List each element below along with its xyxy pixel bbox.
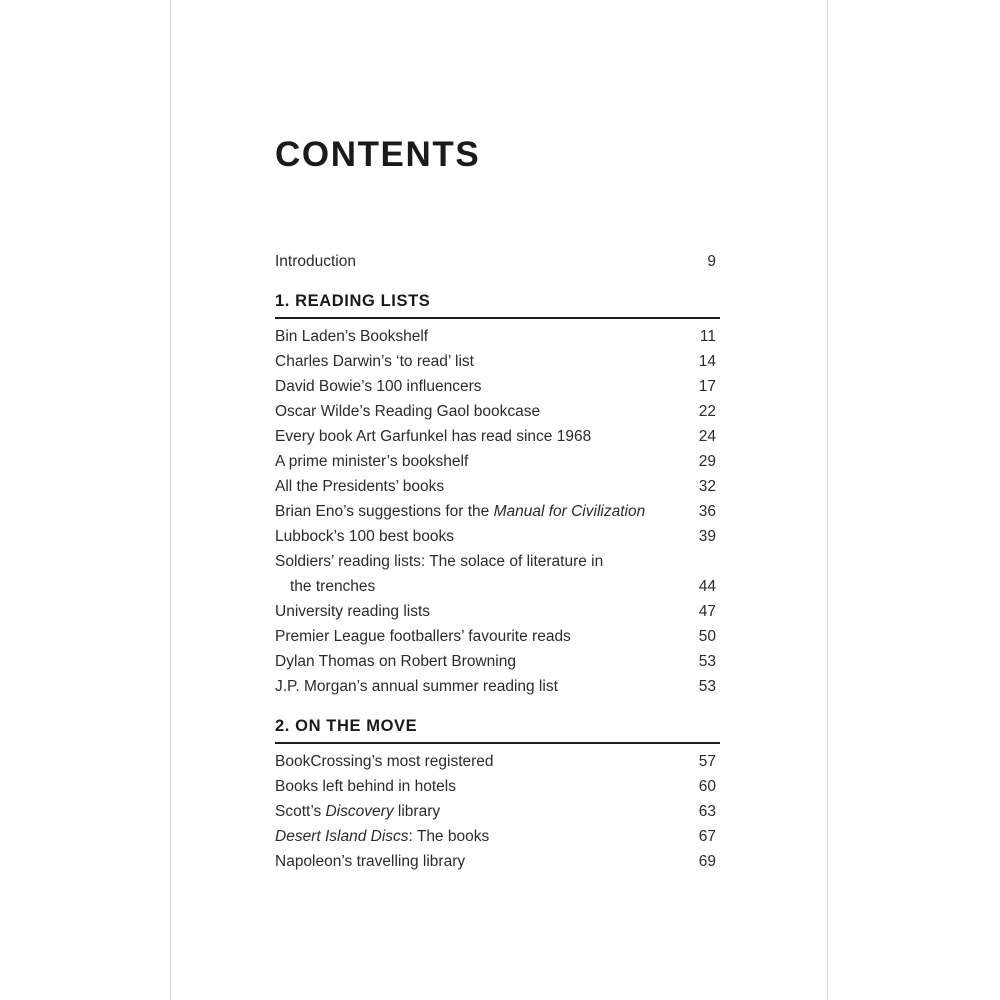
entry-title: Charles Darwin’s ‘to read’ list — [275, 353, 474, 370]
entry-title: University reading lists — [275, 603, 431, 620]
entry-title: Napoleon’s travelling library — [275, 853, 466, 870]
toc-entry — [275, 399, 716, 424]
entry-title: Soldiers’ reading lists: The solace of literature in — [275, 553, 604, 570]
entry-title: Books left behind in hotels — [275, 778, 456, 795]
toc-entry — [275, 674, 716, 699]
toc-entry — [275, 474, 716, 499]
book-page — [170, 0, 828, 1000]
entry-title: Premier League footballers’ favourite reads — [275, 628, 571, 645]
section-heading-reading-lists: 1. READING LISTS — [275, 287, 720, 319]
toc-entry — [275, 424, 716, 449]
entry-page: 22 — [698, 403, 716, 420]
entry-page: 50 — [698, 628, 716, 645]
entry-page: 57 — [698, 753, 716, 770]
entry-page: 39 — [698, 528, 716, 545]
entry-page: 53 — [698, 678, 716, 695]
entry-page: 63 — [698, 803, 716, 820]
entry-page: 44 — [698, 578, 716, 595]
entry-title: A prime minister’s bookshelf — [275, 453, 469, 470]
entry-title: BookCrossing’s most registered — [275, 753, 494, 770]
toc-entry — [275, 324, 716, 349]
entry-page: 69 — [698, 853, 716, 870]
toc-entry — [275, 749, 716, 774]
toc-entry — [275, 849, 716, 874]
toc-entry — [275, 624, 716, 649]
toc-entry — [275, 449, 716, 474]
entry-page: 14 — [698, 353, 716, 370]
toc-entry — [275, 774, 716, 799]
toc-entry-continuation — [275, 574, 716, 599]
toc-entry-introduction — [275, 249, 716, 274]
entry-page: 17 — [698, 378, 716, 395]
toc-entry — [275, 524, 716, 549]
entry-title — [275, 799, 440, 824]
entry-title: Oscar Wilde’s Reading Gaol bookcase — [275, 403, 541, 420]
entry-page: 32 — [698, 478, 716, 495]
toc-entry — [275, 799, 716, 824]
entry-title-text: : The books — [408, 828, 490, 845]
toc-entry — [275, 649, 716, 674]
entry-page: 11 — [699, 328, 716, 345]
toc-entry — [275, 349, 716, 374]
entry-page: 67 — [698, 828, 716, 845]
entry-title: Dylan Thomas on Robert Browning — [275, 653, 516, 670]
entry-page: 36 — [698, 503, 716, 520]
entry-title-italic: Desert Island Discs — [275, 828, 409, 845]
entry-title-continued: the trenches — [290, 578, 376, 595]
toc-entry — [275, 824, 716, 849]
entry-page: 24 — [698, 428, 716, 445]
entry-title — [275, 499, 645, 524]
toc-entry — [275, 599, 716, 624]
entry-page: 9 — [707, 253, 716, 270]
toc-entry — [275, 499, 716, 524]
entry-page: 47 — [698, 603, 716, 620]
entry-page: 60 — [698, 778, 716, 795]
entry-title: Lubbock’s 100 best books — [275, 528, 454, 545]
entry-title: Every book Art Garfunkel has read since 1968 — [275, 428, 592, 445]
entry-page: 53 — [698, 653, 716, 670]
entry-title-italic: Manual for Civilization — [493, 503, 646, 520]
entry-title: David Bowie’s 100 influencers — [275, 378, 482, 395]
entry-title-text: Brian Eno’s suggestions for the — [275, 503, 494, 520]
entry-title: J.P. Morgan’s annual summer reading list — [275, 678, 558, 695]
entry-title: All the Presidents’ books — [275, 478, 445, 495]
entry-title-text: library — [393, 803, 441, 820]
entry-title: Bin Laden’s Bookshelf — [275, 328, 429, 345]
page-title: CONTENTS — [275, 135, 481, 174]
entry-page: 29 — [698, 453, 716, 470]
section-heading-on-the-move: 2. ON THE MOVE — [275, 712, 720, 744]
entry-title — [275, 824, 489, 849]
entry-title-italic: Discovery — [325, 803, 394, 820]
toc-entry — [275, 374, 716, 399]
entry-title-text: Scott’s — [275, 803, 326, 820]
entry-title: Introduction — [275, 253, 356, 270]
toc-entry — [275, 549, 716, 574]
